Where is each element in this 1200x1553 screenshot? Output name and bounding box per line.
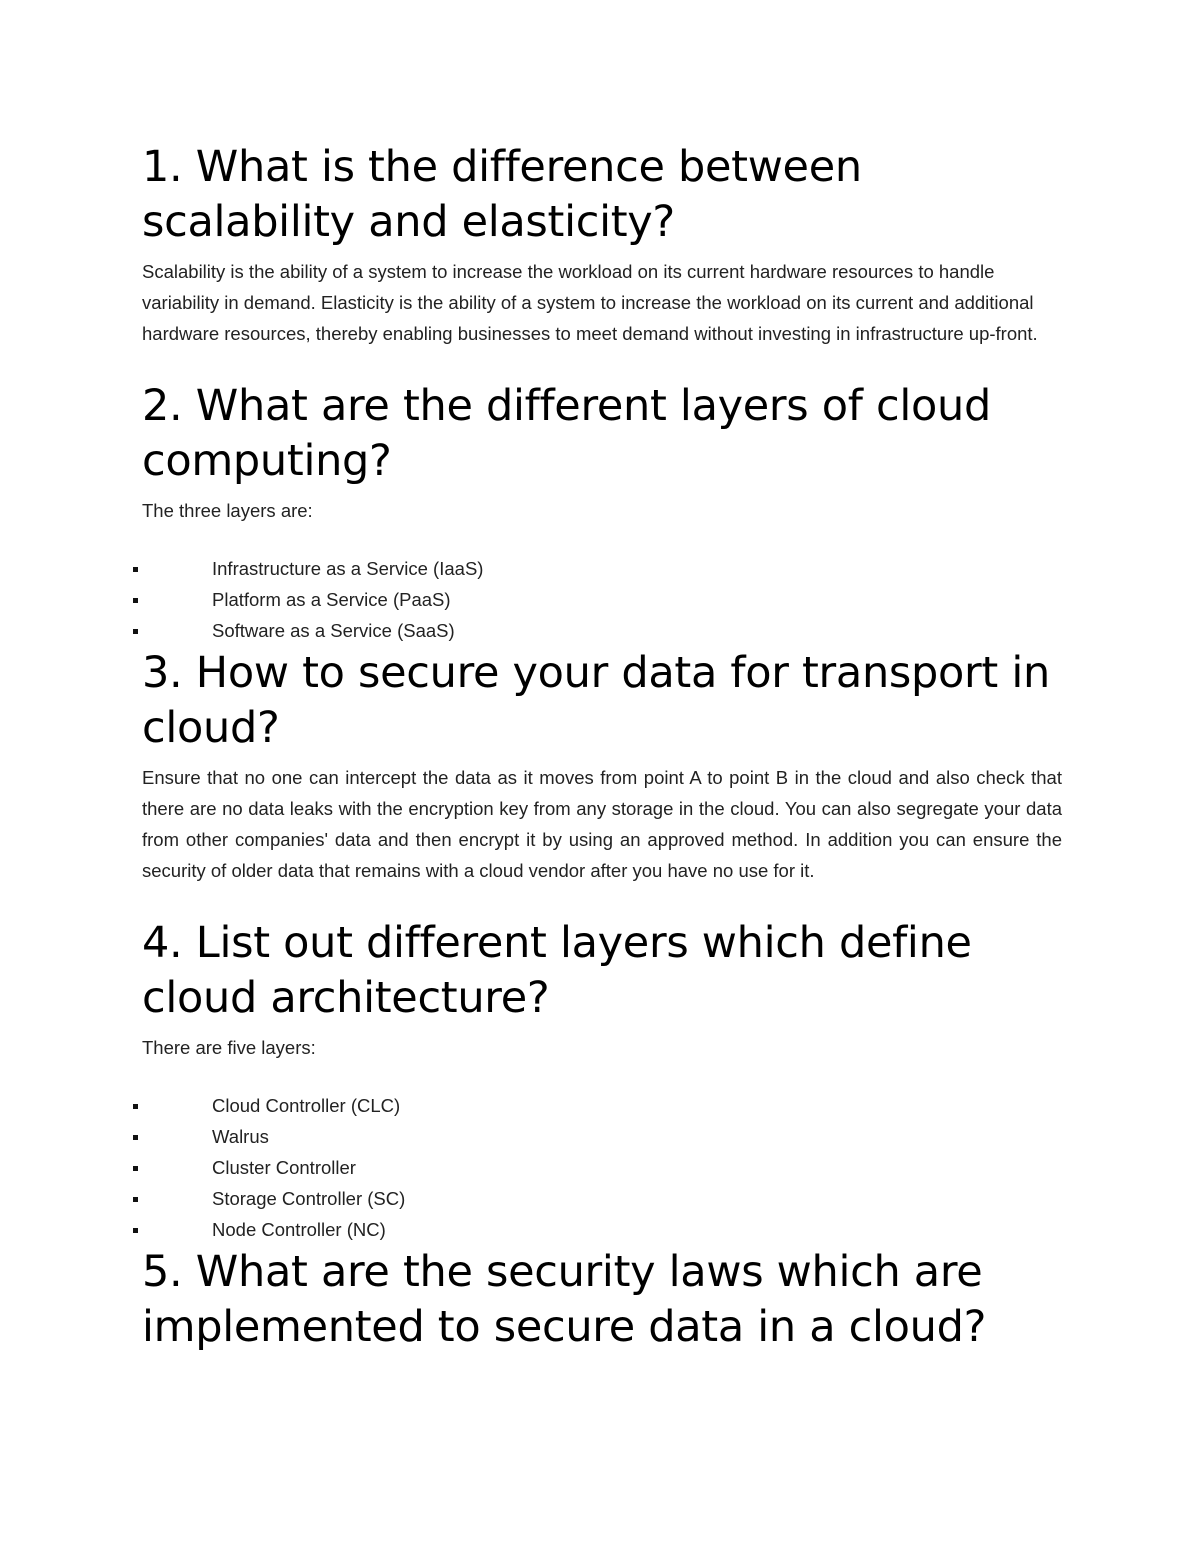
question-1-answer: Scalability is the ability of a system to increase the workload on its current hardware resources to handle variability in demand. Elasticity is the ability of a system to increase the workload on its current and additional hardware resources, thereby enabling businesses to meet demand without investing in infrastructure up-front. bbox=[142, 261, 1038, 344]
list-item: Software as a Service (SaaS) bbox=[0, 615, 1000, 646]
list-item: Walrus bbox=[0, 1121, 1000, 1152]
document-content bbox=[142, 140, 1062, 1355]
bullet-square-icon bbox=[133, 598, 138, 603]
list-item: Node Controller (NC) bbox=[0, 1214, 1000, 1245]
list-item: Storage Controller (SC) bbox=[0, 1183, 1000, 1214]
question-4-heading: 4. List out different layers which define cloud architecture? bbox=[142, 918, 972, 1023]
bullet-square-icon bbox=[133, 1104, 138, 1109]
question-2-intro: The three layers are: bbox=[142, 500, 313, 521]
question-1-heading: 1. What is the difference between scalability and elasticity? bbox=[142, 142, 862, 247]
bullet-square-icon bbox=[133, 1228, 138, 1233]
question-4-list bbox=[0, 1090, 1000, 1245]
bullet-square-icon bbox=[133, 1135, 138, 1140]
question-4-intro: There are five layers: bbox=[142, 1037, 316, 1058]
list-item: Platform as a Service (PaaS) bbox=[0, 584, 1000, 615]
question-2-heading: 2. What are the different layers of cloud computing? bbox=[142, 381, 991, 486]
question-2-list bbox=[0, 553, 1000, 646]
bullet-square-icon bbox=[133, 629, 138, 634]
bullet-square-icon bbox=[133, 1166, 138, 1171]
list-item: Cloud Controller (CLC) bbox=[0, 1090, 1000, 1121]
question-3-answer: Ensure that no one can intercept the data as it moves from point A to point B in the cloud and also check that there are no data leaks with the encryption key from any storage in the cloud. You can also segregate your data from other companies' data and then encrypt it by using an approved method. In addition you can ensure the security of older data that remains with a cloud vendor after you have no use for it. bbox=[142, 767, 1062, 881]
list-item: Infrastructure as a Service (IaaS) bbox=[0, 553, 1000, 584]
bullet-square-icon bbox=[133, 1197, 138, 1202]
bullet-square-icon bbox=[133, 567, 138, 572]
question-3-heading: 3. How to secure your data for transport in cloud? bbox=[142, 648, 1050, 753]
question-5-heading: 5. What are the security laws which are implemented to secure data in a cloud? bbox=[142, 1247, 987, 1352]
list-item: Cluster Controller bbox=[0, 1152, 1000, 1183]
